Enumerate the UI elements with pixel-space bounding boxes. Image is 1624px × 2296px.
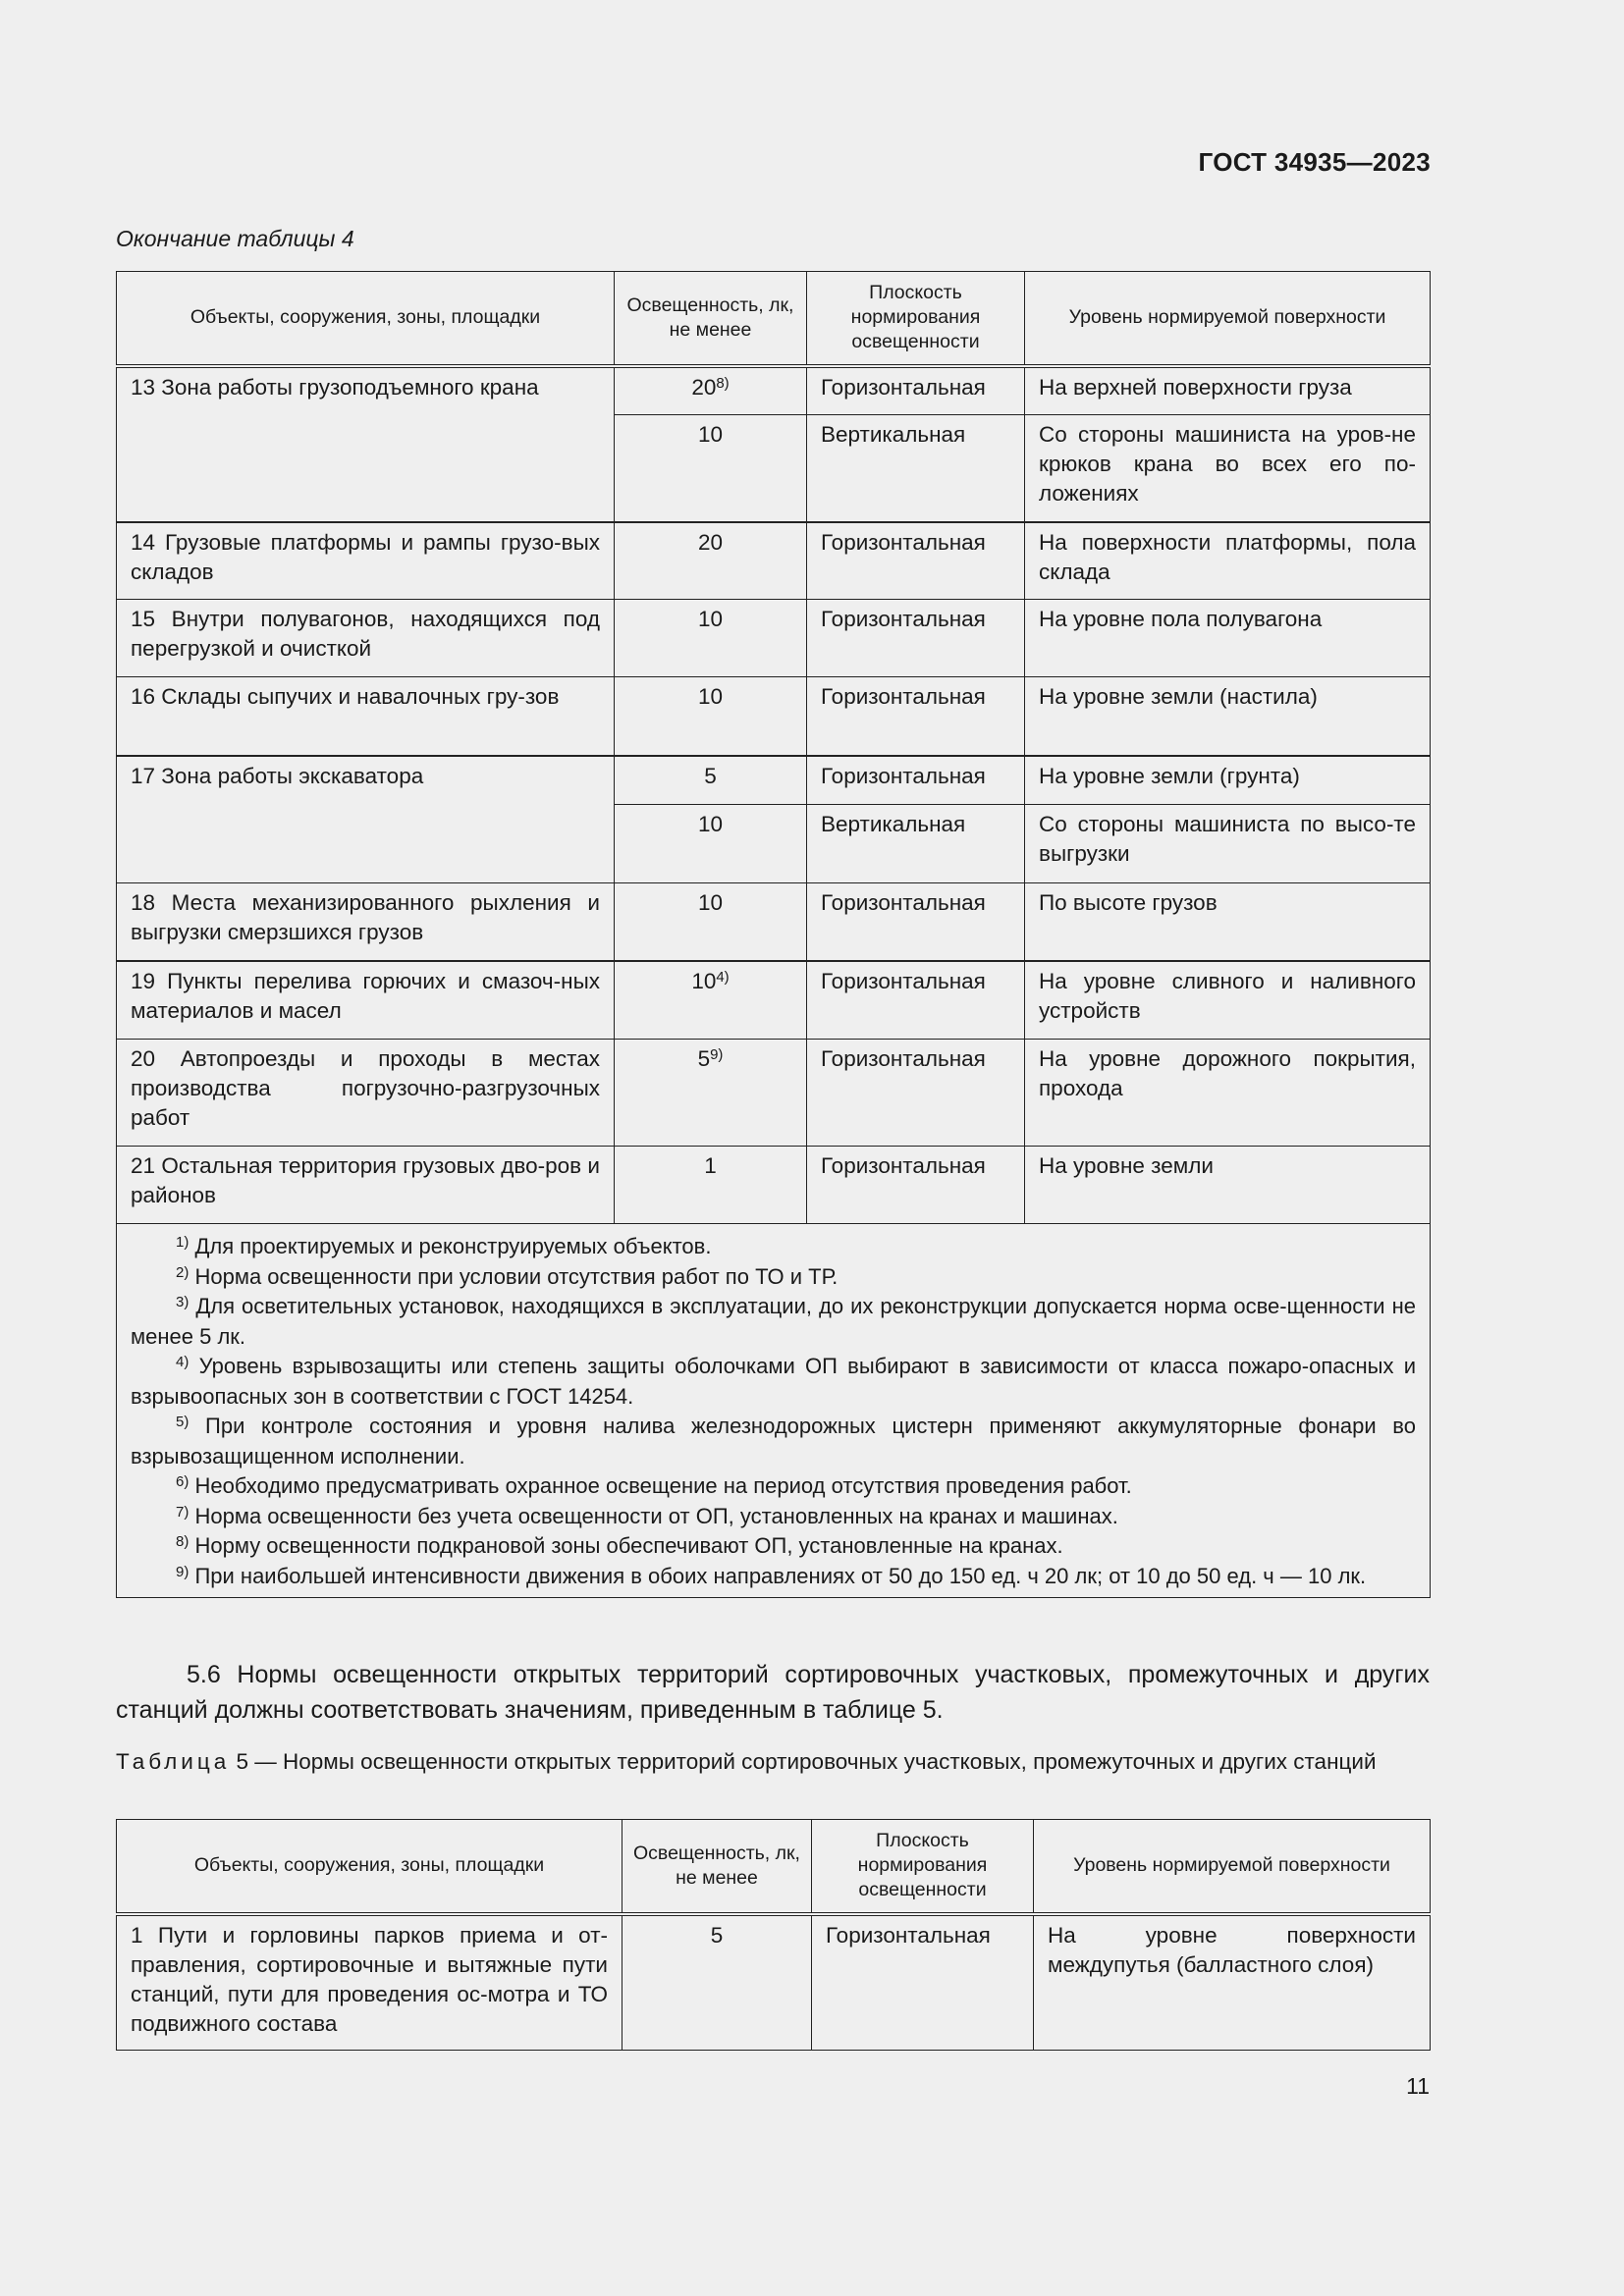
plane-cell: Горизонтальная [812,1914,1034,2051]
footnote: $^{9)}$ При наибольшей интенсивности движения в обоих направлениях от 50 до 150 ед. ч 20 лк; от 10 до 50 ед. ч — 10 лк. [176,1563,1367,1588]
object-cell: 15 Внутри полувагонов, находящихся под перегрузкой и очисткой [117,600,615,677]
level-cell: По высоте грузов [1025,883,1431,961]
table-row [117,366,1431,415]
object-cell: 16 Склады сыпучих и навалочных гру-зов [117,677,615,756]
table-4 [116,271,1431,1598]
plane-cell: Горизонтальная [807,522,1025,600]
plane-cell: Горизонтальная [807,1040,1025,1147]
footnotes [117,1224,1431,1598]
level-cell: Со стороны машиниста по высо-те выгрузки [1025,805,1431,883]
footnote: $^{3)}$ Для осветительных установок, находящихся в эксплуатации, до их реконструкции допускается норма осве-щенности не менее 5 лк. [131,1294,1416,1349]
lux-cell: 10 [615,677,807,756]
plane-cell: Вертикальная [807,415,1025,522]
table-row [117,756,1431,805]
level-cell: На поверхности платформы, пола склада [1025,522,1431,600]
footnote: $^{8)}$ Норму освещенности подкрановой зоны обеспечивают ОП, установленные на кранах. [176,1533,1063,1558]
footnote: $^{5)}$ При контроле состояния и уровня налива железнодорожных цистерн применяют аккумуляторные фонари во взрывозащищенном исполнении. [131,1414,1416,1468]
object-cell: 20 Автопроезды и проходы в местах производства погрузочно-разгрузочных работ [117,1040,615,1147]
object-cell: 17 Зона работы экскаватора [117,756,615,883]
footnote-ref: 4) [716,968,730,986]
object-cell: 18 Места механизированного рыхления и выгрузки смерзшихся грузов [117,883,615,961]
footnote-ref: 9) [710,1046,724,1063]
column-header: Освещенность, лк, не менее [623,1820,812,1914]
plane-cell: Горизонтальная [807,366,1025,415]
table-row [117,883,1431,961]
lux-cell: 20 [615,522,807,600]
lux-cell: 1 [615,1147,807,1224]
table-row [117,600,1431,677]
lux-cell: 5$^{9)}$ [615,1040,807,1147]
table5-caption: Таблица 5 — Нормы освещенности открытых территорий сортировочных участковых, промежуточных и других станций [116,1749,1377,1774]
column-header: Плоскость нормирования освещенности [807,272,1025,366]
column-header: Объекты, сооружения, зоны, площадки [117,1820,623,1914]
column-header: Освещенность, лк, не менее [615,272,807,366]
level-cell: На уровне земли (настила) [1025,677,1431,756]
plane-cell: Горизонтальная [807,961,1025,1040]
footnote: $^{2)}$ Норма освещенности при условии отсутствия работ по ТО и ТР. [176,1263,839,1289]
object-cell: 14 Грузовые платформы и рампы грузо-вых складов [117,522,615,600]
footnote: $^{7)}$ Норма освещенности без учета освещенности от ОП, установленных на кранах и машинах. [176,1503,1118,1528]
table4-caption: Окончание таблицы 4 [116,226,354,251]
lux-cell: 10$^{4)}$ [615,961,807,1040]
lux-cell: 5 [615,756,807,805]
table-row [117,677,1431,756]
level-cell: На уровне пола полувагона [1025,600,1431,677]
level-cell: На уровне земли [1025,1147,1431,1224]
document-id: ГОСТ 34935—2023 [1198,147,1431,177]
table-row [117,1040,1431,1147]
column-header: Плоскость нормирования освещенности [812,1820,1034,1914]
plane-cell: Горизонтальная [807,756,1025,805]
column-header: Объекты, сооружения, зоны, площадки [117,272,615,366]
level-cell: На уровне сливного и наливного устройств [1025,961,1431,1040]
plane-cell: Горизонтальная [807,600,1025,677]
lux-cell: 10 [615,883,807,961]
footnote: $^{6)}$ Необходимо предусматривать охранное освещение на период отсутствия проведения работ. [176,1473,1132,1498]
object-cell: 21 Остальная территория грузовых дво-ров и районов [117,1147,615,1224]
column-header: Уровень нормируемой поверхности [1025,272,1431,366]
footnote: $^{4)}$ Уровень взрывозащиты или степень защиты оболочками ОП выбирают в зависимости от класса пожаро-опасных и взрывоопасных зон в соответствии с ГОСТ 14254. [131,1354,1416,1409]
lux-cell: 10 [615,600,807,677]
lux-cell: 10 [615,805,807,883]
object-cell: 19 Пункты перелива горючих и смазоч-ных материалов и масел [117,961,615,1040]
table-row [117,522,1431,600]
plane-cell: Горизонтальная [807,883,1025,961]
table-row [117,1147,1431,1224]
plane-cell: Горизонтальная [807,677,1025,756]
level-cell: На уровне дорожного покрытия, прохода [1025,1040,1431,1147]
object-cell: 13 Зона работы грузоподъемного крана [117,366,615,522]
table-row [117,961,1431,1040]
page-number: 11 [1406,2073,1430,2099]
table-row [117,1914,1431,2051]
lux-cell: 10 [615,415,807,522]
level-cell: На верхней поверхности груза [1025,366,1431,415]
footnote: $^{1)}$ Для проектируемых и реконструируемых объектов. [176,1234,712,1258]
level-cell: На уровне поверхности междупутья (балластного слоя) [1034,1914,1431,2051]
level-cell: Со стороны машиниста на уров-не крюков крана во всех его по-ложениях [1025,415,1431,522]
footnotes-row [117,1224,1431,1598]
table-5 [116,1819,1431,2051]
footnote-ref: 8) [716,374,730,392]
plane-cell: Горизонтальная [807,1147,1025,1224]
lux-cell: 20$^{8)}$ [615,366,807,415]
plane-cell: Вертикальная [807,805,1025,883]
paragraph-5-6: 5.6 Нормы освещенности открытых территорий сортировочных участковых, промежуточных и других станций должны соответствовать значениям, приведенным в таблице 5. [116,1661,1430,1724]
object-cell: 1 Пути и горловины парков приема и от-правления, сортировочные и вытяжные пути станций, пути для проведения ос-мотра и ТО подвижного состава [117,1914,623,2051]
level-cell: На уровне земли (грунта) [1025,756,1431,805]
lux-cell: 5 [623,1914,812,2051]
column-header: Уровень нормируемой поверхности [1034,1820,1431,1914]
